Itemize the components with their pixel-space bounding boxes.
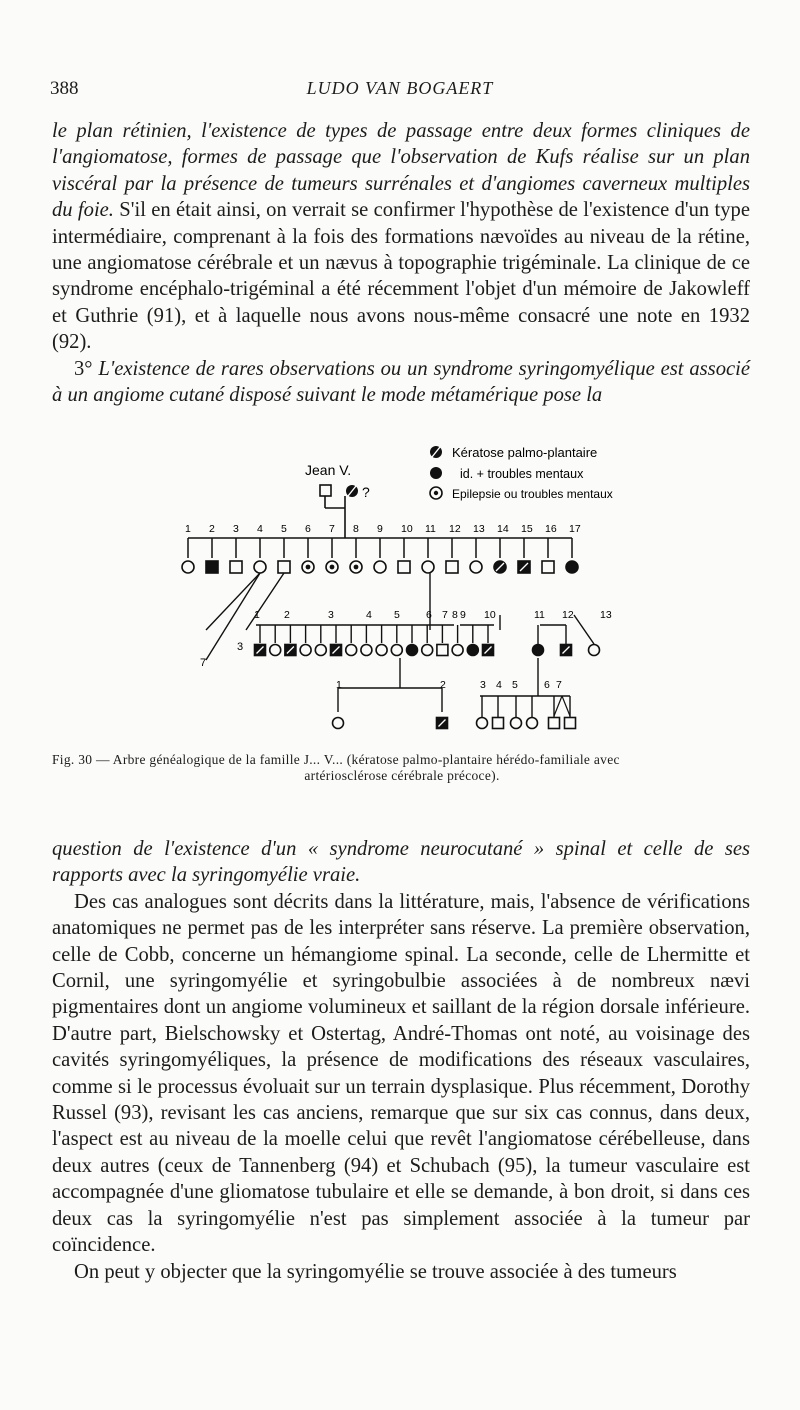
pedigree-figure (170, 430, 640, 750)
question-mark: ? (362, 484, 370, 500)
top-roman-text: S'il en était ainsi, on verrait se confirmer l'hypothèse de l'existence d'un type intermédiaire, comprenant à la fois des formations nævoïdes au niveau de la rétine, une angiomatose cérébrale et un nævus à topographie trigéminale. La clinique de ce syndrome encéphalo-trigéminal a été récemment l'objet d'un mémoire de Jakowleff et Guthrie (91), et à laquelle nous avons nous-même consacré une note en 1932 (92). (52, 199, 750, 354)
gen3-individual (270, 645, 281, 656)
bottom-italic-intro: question de l'existence d'un « syndrome neurocutané » spinal et celle de ses rapports avec la syringomyélie vraie. (52, 838, 750, 887)
gen2-individual (302, 561, 314, 573)
gen4-number-label: 7 (556, 679, 562, 691)
gen3-individual (376, 645, 387, 656)
gen4-individual (477, 718, 488, 729)
gen3-individual (407, 645, 418, 656)
third-point-paragraph (52, 356, 750, 409)
gen2-individual (206, 561, 218, 573)
gen2-number-label: 16 (545, 523, 557, 535)
gen4-individual (527, 718, 538, 729)
gen3-individual (437, 645, 448, 656)
caption-line-1: Fig. 30 — Arbre généalogique de la famille J... V... (kératose palmo-plantaire hérédo-familiale avec (52, 752, 620, 767)
gen4-individual (493, 718, 504, 729)
page-header (50, 74, 750, 104)
top-text (52, 118, 750, 408)
gen3-individual (346, 645, 357, 656)
founder-male (320, 485, 331, 496)
gen3-individual (315, 645, 326, 656)
gen2-number-label: 4 (257, 523, 263, 535)
filled-circle-icon (430, 467, 442, 479)
caption-line-2: artériosclérose cérébrale précoce). (304, 768, 500, 783)
legend-label-3: Epilepsie ou troubles mentaux (452, 487, 613, 501)
gen2-number-label: 5 (281, 523, 287, 535)
top-paragraph (52, 118, 750, 356)
gen3-number-label: 4 (366, 609, 372, 621)
legend-label-2: id. + troubles mentaux (460, 467, 584, 481)
gen4-number-label: 3 (480, 679, 486, 691)
top-italic-text: le plan rétinien, l'existence de types de passage entre deux formes cliniques de l'angiomatose, formes de passage que l'observation de Kufs réalise sur un plan viscéral par la présence de tumeurs surrénales et d'angiomes caverneux multiples du foie. (52, 120, 750, 222)
gen4-individual (565, 718, 576, 729)
gen2-individual (278, 561, 290, 573)
gen3-individual (391, 645, 402, 656)
gen3-individual (300, 645, 311, 656)
gen2-number-label: 3 (233, 523, 239, 535)
third-point-text: L'existence de rares observations ou un syndrome syringomyélique est associé à un angiome cutané disposé suivant le mode métamérique pose la (52, 357, 750, 407)
gen3-individual (422, 645, 433, 656)
gen2-number-label: 7 (329, 523, 335, 535)
gen3-number-label: 12 (562, 609, 574, 621)
legend (430, 445, 613, 501)
gen4-individual-2 (437, 718, 448, 729)
generation-3 (254, 609, 612, 656)
bottom-text (52, 836, 750, 1285)
bottom-paragraph-1: Des cas analogues sont décrits dans la littérature, mais, l'absence de vérifications anatomiques ne permet pas de les interpréter sans réserve. La première observation, celle de Cobb, concerne un hémangiome spinal. La seconde, celle de Lhermitte et Cornil, une syringomyélie et syringobulbie associées à de nombreux nævi pigmentaires dont un angiome volumineux et saillant de la région dorsale inférieure. D'autre part, Bielschowsky et Ostertag, André-Thomas ont noté, au voisinage des cavités syringomyéliques, la présence de modifications des réseaux vasculaires, comme si le processus évoluait sur un terrain dysplasique. Plus récemment, Dorothy Russel (93), revisant les cas anciens, remarque que sur six cas connus, dans deux, l'aspect est au niveau de la moelle celui que revêt l'angiomatose cérébelleuse, dans deux autres (ceux de Tannenberg (94) et Schubach (95), la tumeur vasculaire est accompagnée d'une gliomatose tubulaire et elle se demande, à bon droit, si dans ces deux cas la syringomyélie n'est pas simplement associée à la tumeur par coïncidence. (52, 890, 750, 1257)
gen4-individual-1 (333, 718, 344, 729)
running-head: LUDO VAN BOGAERT (306, 78, 494, 98)
gen4-number-label: 1 (336, 679, 342, 691)
gen2-individual (254, 561, 266, 573)
gen2-number-label: 6 (305, 523, 311, 535)
bottom-paragraph-2: On peut y objecter que la syringomyélie se trouve associée à des tumeurs (74, 1260, 677, 1283)
gen3-individual (285, 645, 296, 656)
gen3-side-label-3: 3 (237, 641, 244, 653)
gen3-individual (255, 645, 266, 656)
gen3-number-label: 10 (484, 609, 496, 621)
gen4-number-label: 6 (544, 679, 550, 691)
gen4-number-label: 2 (440, 679, 446, 691)
generation-4 (333, 658, 576, 729)
gen2-individual (518, 561, 530, 573)
gen3-number-label: 8 (452, 609, 458, 621)
gen3-number-label: 6 (426, 609, 432, 621)
gen4-individual (549, 718, 560, 729)
gen2-individual (470, 561, 482, 573)
legend-label-1: Kératose palmo-plantaire (452, 445, 598, 460)
gen4-number-label: 5 (512, 679, 518, 691)
gen2-number-label: 14 (497, 523, 509, 535)
proband-label: Jean V. (305, 462, 352, 478)
gen2-number-label: 13 (473, 523, 485, 535)
gen2-individual (494, 561, 506, 573)
gen3-number-label: 1 (254, 609, 260, 621)
gen2-individual (374, 561, 386, 573)
gen2-number-label: 9 (377, 523, 383, 535)
figure-caption (52, 752, 752, 784)
gen4-number-label: 4 (496, 679, 502, 691)
gen2-individual (350, 561, 362, 573)
gen2-number-label: 8 (353, 523, 359, 535)
gen2-number-label: 12 (449, 523, 461, 535)
gen4-individual (511, 718, 522, 729)
page-number: 388 (50, 78, 79, 99)
gen3-number-label: 2 (284, 609, 290, 621)
gen2-number-label: 10 (401, 523, 413, 535)
gen2-individual (422, 561, 434, 573)
gen3-number-label: 7 (442, 609, 448, 621)
gen3-number-label: 11 (534, 609, 545, 621)
gen2-individual (542, 561, 554, 573)
gen2-number-label: 11 (425, 523, 436, 535)
pedigree-diagram (170, 430, 640, 750)
gen3-individual-11 (533, 645, 544, 656)
gen3-individual (361, 645, 372, 656)
gen3-individual (467, 645, 478, 656)
gen2-individual (398, 561, 410, 573)
gen3-individual (331, 645, 342, 656)
third-point-number: 3° (74, 357, 93, 380)
gen2-individual (446, 561, 458, 573)
gen3-individual-12 (561, 645, 572, 656)
gen2-number-label: 2 (209, 523, 215, 535)
gen3-number-label: 5 (394, 609, 400, 621)
gen3-individual-13 (589, 645, 600, 656)
gen3-number-label: 9 (460, 609, 466, 621)
gen3-individual (483, 645, 494, 656)
gen2-individual (326, 561, 338, 573)
gen2-individual (566, 561, 578, 573)
gen2-number-label: 15 (521, 523, 533, 535)
gen3-individual (452, 645, 463, 656)
gen2-individual (230, 561, 242, 573)
gen2-number-label: 1 (185, 523, 191, 535)
gen3-number-label: 3 (328, 609, 334, 621)
gen2-individual (182, 561, 194, 573)
gen3-side-label-7: 7 (200, 657, 207, 669)
gen2-number-label: 17 (569, 523, 581, 535)
gen3-number-label: 13 (600, 609, 612, 621)
